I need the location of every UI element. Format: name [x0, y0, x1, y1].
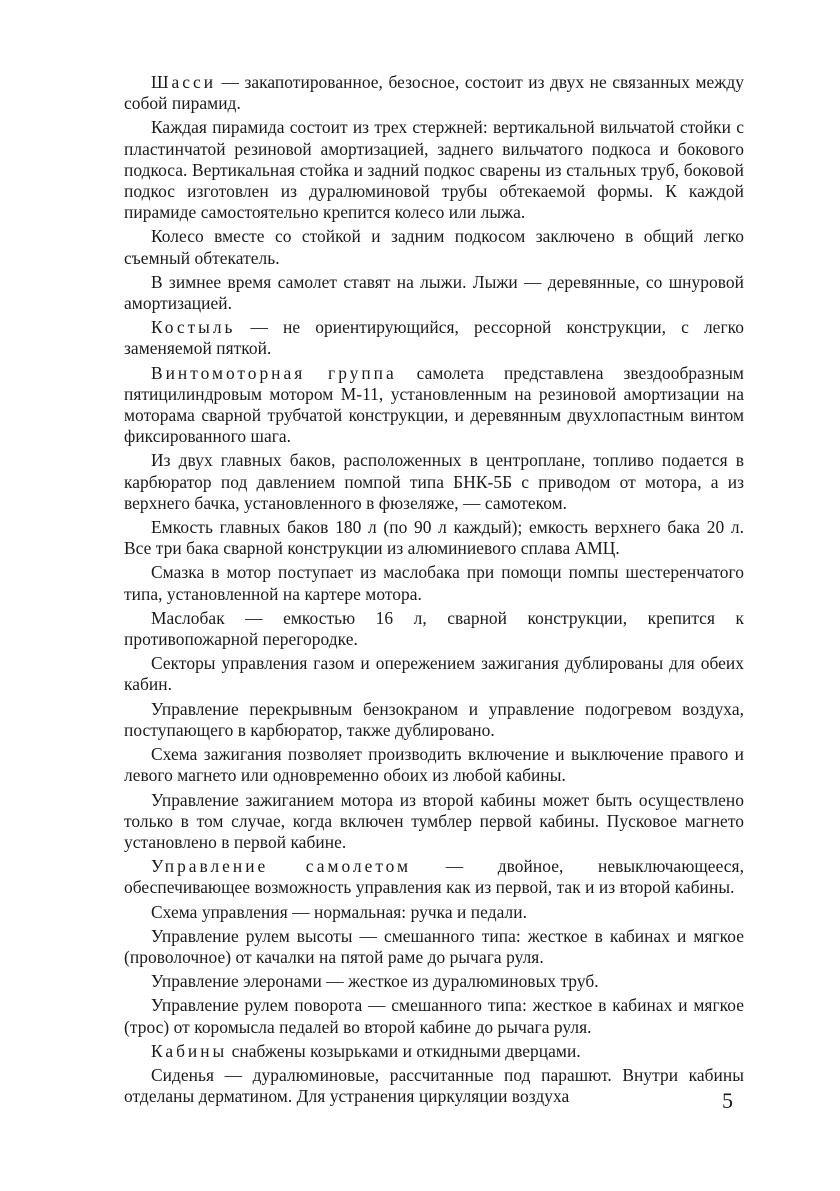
paragraph-text: Сиденья — дуралюминовые, рассчитанные под парашют. Внутри кабины отделаны дерматином. Для устранения циркуляции воздуха — [124, 1064, 744, 1107]
paragraph-text: Секторы управления газом и опережением зажигания дублированы для обеих кабин. — [124, 653, 744, 695]
paragraph — [124, 971, 744, 992]
paragraph — [124, 363, 744, 448]
paragraph — [124, 744, 744, 786]
paragraph-text: Маслобак — емкостью 16 л, сварной конструкции, крепится к противопожарной перегородке. — [124, 607, 744, 650]
paragraph-text: Емкость главных баков 180 л (по 90 л каждый); емкость верхнего бака 20 л. Все три бака сварной конструкции из алюминиевого сплава АМЦ. — [124, 517, 744, 559]
page-number: 5 — [722, 1088, 733, 1113]
paragraph — [124, 562, 744, 604]
paragraph-text: Управление перекрывным бензокраном и управление подогревом воздуха, поступающего в карбюратор, также дублировано. — [124, 698, 744, 740]
paragraph-text: Из двух главных баков, расположенных в центроплане, топливо подается в карбюратор под давлением помпой типа БНК-5Б с приводом от мотора, а из верхнего бачка, установленного в фюзеляже, — самотеком. — [124, 450, 744, 513]
paragraph — [124, 902, 744, 923]
spaced-term: Шасси — [151, 72, 217, 92]
paragraph — [124, 450, 744, 514]
paragraph — [124, 517, 744, 559]
paragraph-text: В зимнее время самолет ставят на лыжи. Лыжи — деревянные, со шнуровой амортизацией. — [124, 271, 744, 314]
paragraph-text: — двойное, невыключающееся, обеспечивающее возможность управления как из первой, так и из второй кабины. — [124, 856, 744, 898]
paragraph-text: Каждая пирамида состоит из трех стержней: вертикальной вильчатой стойки с пластинчатой резиновой амортизацией, заднего вильчатого подкоса и бокового подкоса. Вертикальная стойка и задний подкос сварены из стальных труб, боковой подкос изготовлен из дуралюминовой трубы обтекаемой формы. К каждой пирамиде самостоятельно крепится колесо или лыжа. — [124, 117, 744, 223]
paragraph — [124, 117, 744, 223]
paragraph-text: Управление рулем поворота — смешанного типа: жесткое в кабинах и мягкое (трос) от коромысла педалей во второй кабине до рычага руля. — [124, 995, 744, 1037]
spaced-term: Винтомоторная группа — [151, 362, 397, 383]
paragraph — [124, 699, 744, 741]
paragraph — [124, 926, 744, 968]
page-body — [124, 72, 744, 1110]
paragraph-text: Смазка в мотор поступает из маслобака при помощи помпы шестеренчатого типа, установленной на картере мотора. — [124, 562, 744, 604]
spaced-term: Управление самолетом — [151, 856, 412, 877]
spaced-term: Кабины — [151, 1040, 228, 1061]
paragraph — [124, 608, 744, 650]
paragraph — [124, 72, 744, 114]
paragraph — [124, 653, 744, 695]
paragraph — [124, 1041, 744, 1062]
paragraph — [124, 226, 744, 268]
paragraph-text: Колесо вместе со стойкой и задним подкосом заключено в общий легко съемный обтекатель. — [124, 226, 744, 268]
paragraph-text: снабжены козырьками и откидными дверцами. — [227, 1040, 581, 1061]
paragraph — [124, 856, 744, 898]
paragraph-text: — закапотированное, безосное, состоит из двух не связанных между собой пирамид. — [124, 72, 744, 114]
paragraph — [124, 995, 744, 1037]
spaced-term: Костыль — [151, 317, 236, 338]
paragraph-text: Схема управления — нормальная: ручка и педали. — [151, 901, 527, 922]
paragraph-text: самолета представлена звездообразным пятицилиндровым мотором М-11, установленным на резиновой амортизации на моторама сварной трубчатой конструкции, и деревянным двухлопастным винтом фиксированного шага. — [124, 362, 744, 447]
paragraph-text: Управление зажиганием мотора из второй кабины может быть осуществлено только в том случае, когда включен тумблер первой кабины. Пусковое магнето установлено в первой кабине. — [124, 789, 744, 852]
paragraph — [124, 1065, 744, 1107]
paragraph-text: — не ориентирующийся, рессорной конструкции, с легко заменяемой пяткой. — [124, 317, 744, 359]
paragraph-text: Управление рулем высоты — смешанного типа: жесткое в кабинах и мягкое (проволочное) от качалки на пятой раме до рычага руля. — [124, 925, 744, 967]
paragraph — [124, 317, 744, 359]
paragraph — [124, 790, 744, 854]
paragraph-text: Управление элеронами — жесткое из дуралюминовых труб. — [151, 971, 599, 992]
paragraph — [124, 272, 744, 314]
paragraph-text: Схема зажигания позволяет производить включение и выключение правого и левого магнето или одновременно обоих из любой кабины. — [124, 744, 744, 786]
